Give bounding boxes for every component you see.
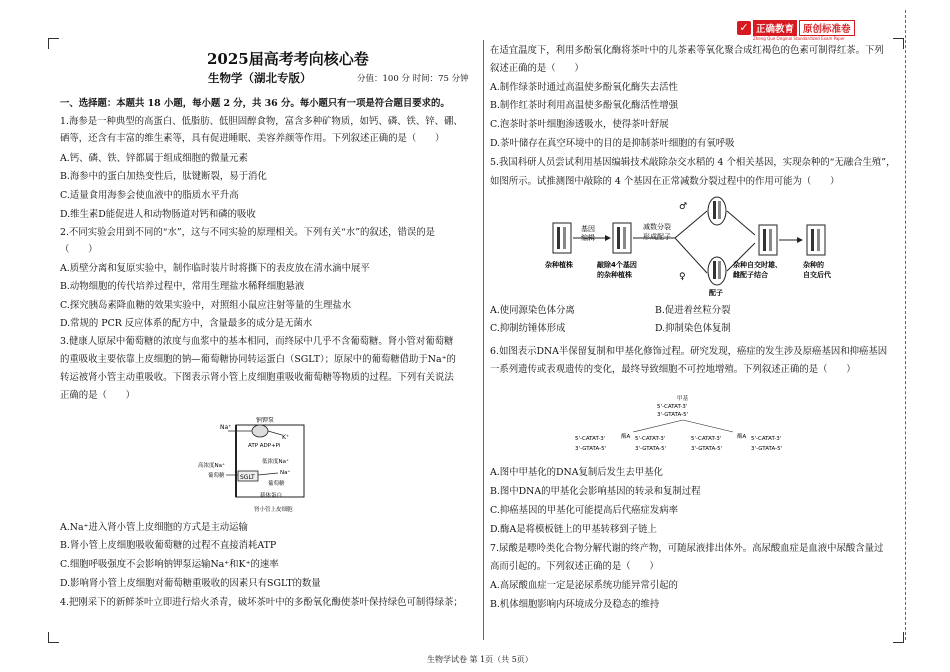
zygote-cell [759, 225, 777, 255]
left-text-line[interactable]: B.海参中的蛋白加热变性后，肽键断裂，易于消化 [60, 171, 267, 182]
exam-title: 2025届高考考向核心卷 [207, 50, 369, 68]
offspring-label-2: 自交后代 [803, 271, 831, 279]
strand-1b: 3'-GTATA-5' [575, 446, 607, 452]
chromosome [718, 201, 721, 219]
methyl-label: 甲基 [677, 396, 689, 402]
left-text-line[interactable]: C.探究胰岛素降血糖的效果实验中，对照组小鼠应注射等量的生理盐水 [60, 300, 352, 311]
left-text-line[interactable]: B.肾小管上皮细胞吸收葡萄糖的过程不直接消耗ATP [60, 540, 277, 551]
edit-label-1: 基因 [581, 225, 595, 233]
publisher-logo [737, 20, 855, 35]
figure-q3-kidney-transport [198, 417, 308, 515]
left-text-line: 3.健康人原尿中葡萄糖的浓度与血浆中的基本相同，而终尿中几乎不含葡萄糖。肾小管对葡萄糖 [60, 336, 454, 347]
right-text-line[interactable]: B.制作红茶时利用高温使多酚氧化酶活性增强 [490, 100, 678, 111]
strand-3a: 5'-CATAT-3' [691, 436, 722, 442]
figure-q6-methylation [573, 392, 833, 458]
chromosome [713, 201, 716, 219]
glucose-left-label: 葡萄糖 [208, 473, 225, 479]
q5-option-d[interactable]: D.抑制染色体复制 [655, 323, 731, 334]
arrow-na-out [258, 473, 278, 475]
offspring-cell [807, 225, 825, 255]
left-text-line[interactable]: C.细胞呼吸强度不会影响钠钾泵运输Na⁺和K⁺的速率 [60, 559, 279, 570]
edit-label [581, 224, 597, 242]
logo-subtitle: Zheng Que Original Standardized Exam Paper [753, 36, 845, 41]
left-text-line: 1.海参是一种典型的高蛋白、低脂肪、低胆固醇食物，富含多种矿物质，如钙、磷、铁、锌、硼、 [60, 116, 463, 127]
high-na-label: 高浓度Na⁺ [198, 463, 225, 469]
offspring-label-1: 杂种的 [803, 261, 824, 269]
left-text-line[interactable]: B.动物细胞的传代培养过程中，常用生理盐水稀释细胞悬液 [60, 281, 305, 292]
q5-option-c[interactable]: C.抑制纺锤体形成 [490, 323, 566, 334]
right-text-line[interactable]: B.图中DNA的甲基化会影响基因的转录和复制过程 [490, 486, 701, 497]
exam-subtitle: 生物学（湖北专版） [208, 71, 312, 85]
strand-2a: 5'-CATAT-3' [635, 436, 666, 442]
arrow-male [675, 211, 707, 238]
left-text-line: 4.把刚采下的新鲜茶叶立即进行焙火杀青，破坏茶叶中的多酚氧化酶使茶叶保持绿色可制得绿茶； [60, 597, 463, 608]
arrowhead [797, 237, 803, 243]
logo-text-primary: 正确教育 [753, 20, 797, 36]
right-text-line[interactable]: B.机体细胞影响内环境成分及稳态的维持 [490, 599, 660, 610]
left-text-line: 正确的是（ ） [60, 390, 136, 401]
corner-mark [48, 38, 59, 49]
corner-mark [48, 632, 59, 643]
corner-mark [893, 632, 904, 643]
left-text-line[interactable]: A.质壁分离和复原实验中，制作临时装片时将撕下的表皮放在清水滴中展平 [60, 263, 370, 274]
knockout-label: 敲除4个基因 [597, 261, 637, 269]
glucose-right-label: 葡萄糖 [268, 481, 285, 487]
hybrid-cell [553, 223, 571, 253]
female-symbol: ♀ [679, 272, 686, 282]
arrowhead [605, 235, 611, 241]
gametes-form-label: 形成配子 [643, 233, 671, 241]
chromosome [713, 261, 716, 279]
enzyme-label-2: 酶A [737, 434, 747, 440]
q5-option-a[interactable]: A.使同源染色体分离 [490, 305, 575, 316]
arrow-left [633, 420, 683, 432]
meiosis-label: 减数分裂 [643, 223, 671, 231]
left-text-line: 转运被肾小管主动重吸收。下图表示肾小管上皮细胞重吸收葡萄糖等物质的过程。下列有关说法 [60, 372, 454, 383]
left-text-line[interactable]: D.影响肾小管上皮细胞对葡萄糖重吸收的因素只有SGLT的数量 [60, 578, 321, 589]
arrow-female [675, 238, 707, 273]
right-text-line: 6.如图表示DNA半保留复制和甲基化修饰过程。研究发现，癌症的发生涉及原癌基因和抑癌基因 [490, 346, 888, 357]
left-text-line: （ ） [60, 244, 98, 255]
self-label-2: 雌配子结合 [733, 271, 768, 279]
right-text-line: 叙述正确的是（ ） [490, 63, 584, 74]
chromosome [763, 229, 766, 251]
knockout-label-2: 的杂种植株 [597, 271, 632, 279]
pump-label: 钠钾泵 [256, 417, 275, 424]
gamete-label: 配子 [709, 289, 723, 297]
strand-4a: 5'-CATAT-3' [751, 436, 782, 442]
strand-3b: 3'-GTATA-5' [691, 446, 723, 452]
atp-label: ATP ADP+Pi [248, 443, 281, 449]
left-text-line[interactable]: C.适量食用海参会使血液中的脂质水平升高 [60, 190, 239, 201]
template-top: 5'-CATAT-3' [657, 404, 688, 410]
cell-label: 肾小管上皮细胞 [254, 507, 293, 513]
right-text-line[interactable]: D.酶A是将模板链上的甲基转移到子链上 [490, 524, 657, 535]
right-text-line[interactable]: A.高尿酸血症一定是泌尿系统功能异常引起的 [490, 580, 678, 591]
chromosome [769, 229, 772, 251]
self-label-1: 杂种自交时雄、 [733, 261, 782, 269]
right-text-line: 5.我国科研人员尝试利用基因编辑技术敲除杂交水稻的 4 个相关基因，实现杂种的“无融合生殖”， [490, 157, 896, 168]
carrier-label: 载体蛋白 [260, 493, 283, 499]
na-label: Na⁺ [220, 424, 232, 431]
enzyme-label-1: 酶A [621, 434, 631, 440]
strand-4b: 3'-GTATA-5' [751, 446, 783, 452]
male-gamete [708, 197, 726, 225]
chromosome [617, 227, 620, 249]
edit-label-2: 编辑 [581, 234, 595, 242]
arrow-k [268, 431, 282, 435]
logo-text-secondary: 原创标准卷 [799, 20, 855, 36]
column-divider [483, 40, 484, 640]
binding-line [905, 10, 906, 640]
right-text-line[interactable]: A.制作绿茶时通过高温使多酚氧化酶失去活性 [490, 82, 678, 93]
sglt-label: SGLT [240, 474, 255, 481]
right-text-line: 高而引起的。下列叙述正确的是（ ） [490, 561, 659, 572]
chromosome [557, 227, 560, 249]
k-label: K⁺ [282, 434, 290, 441]
chromosome [718, 261, 721, 279]
right-text-line: 在适宜温度下，利用多酚氧化酶将茶叶中的儿茶素等氧化聚合成红褐色的色素可制得红茶。下列 [490, 45, 884, 56]
left-text-line[interactable]: A.钙、磷、铁、锌都属于组成细胞的微量元素 [60, 153, 248, 164]
chromosome [563, 227, 566, 249]
na-right-label: Na⁺ [280, 470, 291, 476]
right-text-line[interactable]: C.泡茶时茶叶细胞渗透吸水，使得茶叶舒展 [490, 119, 669, 130]
left-text-line[interactable]: D.维生素D能促进人和动物肠道对钙和磷的吸收 [60, 209, 256, 220]
left-text-line: 硒等，还含有丰富的维生素等，具有促进睡眠、美容养颜等作用。下列叙述正确的是（ ） [60, 133, 445, 144]
chromosome [817, 229, 820, 251]
strand-2b: 3'-GTATA-5' [635, 446, 667, 452]
right-text-line: 如图所示。试推测图中敲除的 4 个基因在正常减数分裂过程中的作用可能为（ ） [490, 176, 840, 187]
left-text-line: 2.不同实验会用到不同的“水”，这与不同实验的原理相关。下列有关“水”的叙述，错误的是 [60, 227, 435, 238]
page-footer: 生物学试卷 第 1页（共 5页） [427, 655, 533, 664]
right-text-line[interactable]: C.抑癌基因的甲基化可能提高后代癌症发病率 [490, 505, 678, 516]
strand-1a: 5'-CATAT-3' [575, 436, 606, 442]
chromosome [811, 229, 814, 251]
arrow-right [683, 420, 733, 432]
low-na-label: 低浓度Na⁺ [262, 459, 289, 465]
figure-q5-apomixis [545, 195, 845, 298]
right-text-line: 7.尿酸是嘌呤类化合物分解代谢的终产物，可随尿液排出体外。高尿酸血症是血液中尿酸含量过 [490, 543, 884, 554]
template-bottom: 3'-GTATA-5' [657, 412, 689, 418]
right-text-line[interactable]: D.茶叶储存在真空环境中的目的是抑制茶叶细胞的有氧呼吸 [490, 138, 735, 149]
chromosome [623, 227, 626, 249]
knockout-cell [613, 223, 631, 253]
left-text-line: 一、选择题：本题共 18 小题，每小题 2 分，共 36 分。每小题只有一项是符合题目要求的。 [60, 98, 450, 109]
left-text-line[interactable]: D.常规的 PCR 反应体系的配方中，含量最多的成分是无菌水 [60, 318, 313, 329]
right-text-line[interactable]: A.图中甲基化的DNA复制后发生去甲基化 [490, 467, 663, 478]
check-icon: ✓ [737, 21, 751, 35]
q5-option-b[interactable]: B.促进着丝粒分裂 [655, 305, 731, 316]
score-info: 分值：100 分 时间：75 分钟 [357, 74, 469, 84]
corner-mark [893, 38, 904, 49]
left-text-line: 的重吸收主要依靠上皮细胞的钠—葡萄糖协同转运蛋白（SGLT）；原尿中的葡萄糖借助于Na⁺的 [60, 354, 456, 365]
left-text-line[interactable]: A.Na⁺进入肾小管上皮细胞的方式是主动运输 [60, 522, 248, 533]
right-text-line: 一系列遗传或表观遗传的变化，最终导致细胞不可控地增殖。下列叙述正确的是（ ） [490, 364, 856, 375]
female-gamete [708, 257, 726, 285]
male-symbol: ♂ [679, 202, 688, 212]
hybrid-label: 杂种植株 [545, 261, 573, 269]
arrow-fuse-male [727, 211, 755, 235]
pump-protein [252, 425, 268, 437]
